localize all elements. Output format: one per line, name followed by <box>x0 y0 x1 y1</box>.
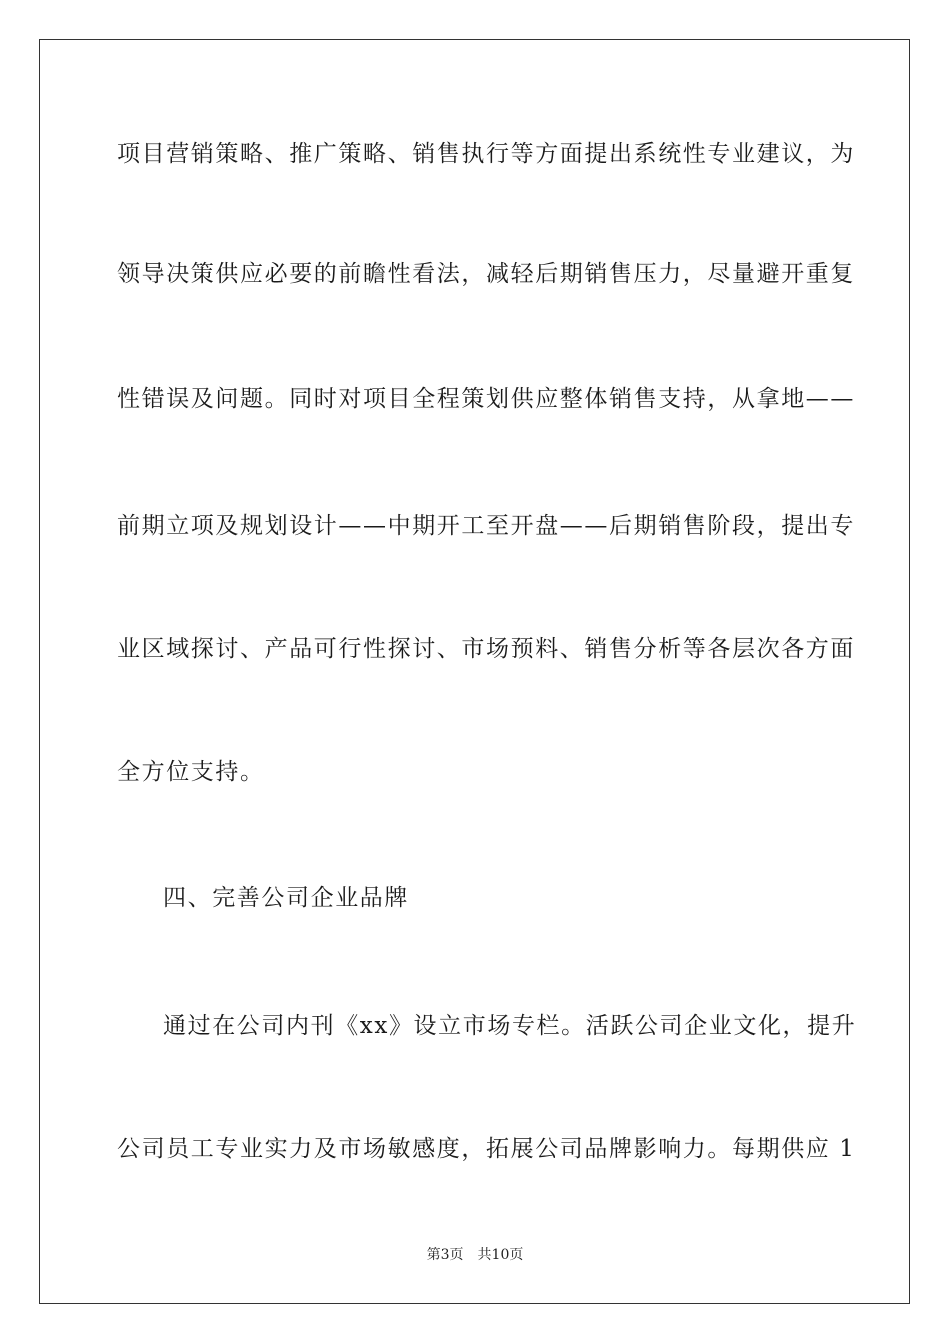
body-line-1: 项目营销策略、推广策略、销售执行等方面提出系统性专业建议，为 <box>117 141 855 167</box>
page-total: 共10页 <box>477 1247 524 1263</box>
body-line-2: 领导决策供应必要的前瞻性看法，减轻后期销售压力，尽量避开重复 <box>117 261 855 287</box>
body-line-3: 性错误及问题。同时对项目全程策划供应整体销售支持，从拿地—— <box>117 386 855 412</box>
page-footer <box>0 1245 950 1265</box>
body-line-7: 通过在公司内刊《xx》设立市场专栏。活跃公司企业文化，提升 <box>163 1013 857 1039</box>
section-heading: 四、完善公司企业品牌 <box>163 885 409 911</box>
page-number: 第3页 <box>426 1247 464 1263</box>
body-line-5: 业区域探讨、产品可行性探讨、市场预料、销售分析等各层次各方面 <box>117 636 855 662</box>
body-line-6: 全方位支持。 <box>117 759 265 785</box>
body-line-8: 公司员工专业实力及市场敏感度，拓展公司品牌影响力。每期供应 1 <box>117 1136 856 1162</box>
body-line-4: 前期立项及规划设计——中期开工至开盘——后期销售阶段，提出专 <box>117 513 855 539</box>
page-border <box>39 39 910 1304</box>
